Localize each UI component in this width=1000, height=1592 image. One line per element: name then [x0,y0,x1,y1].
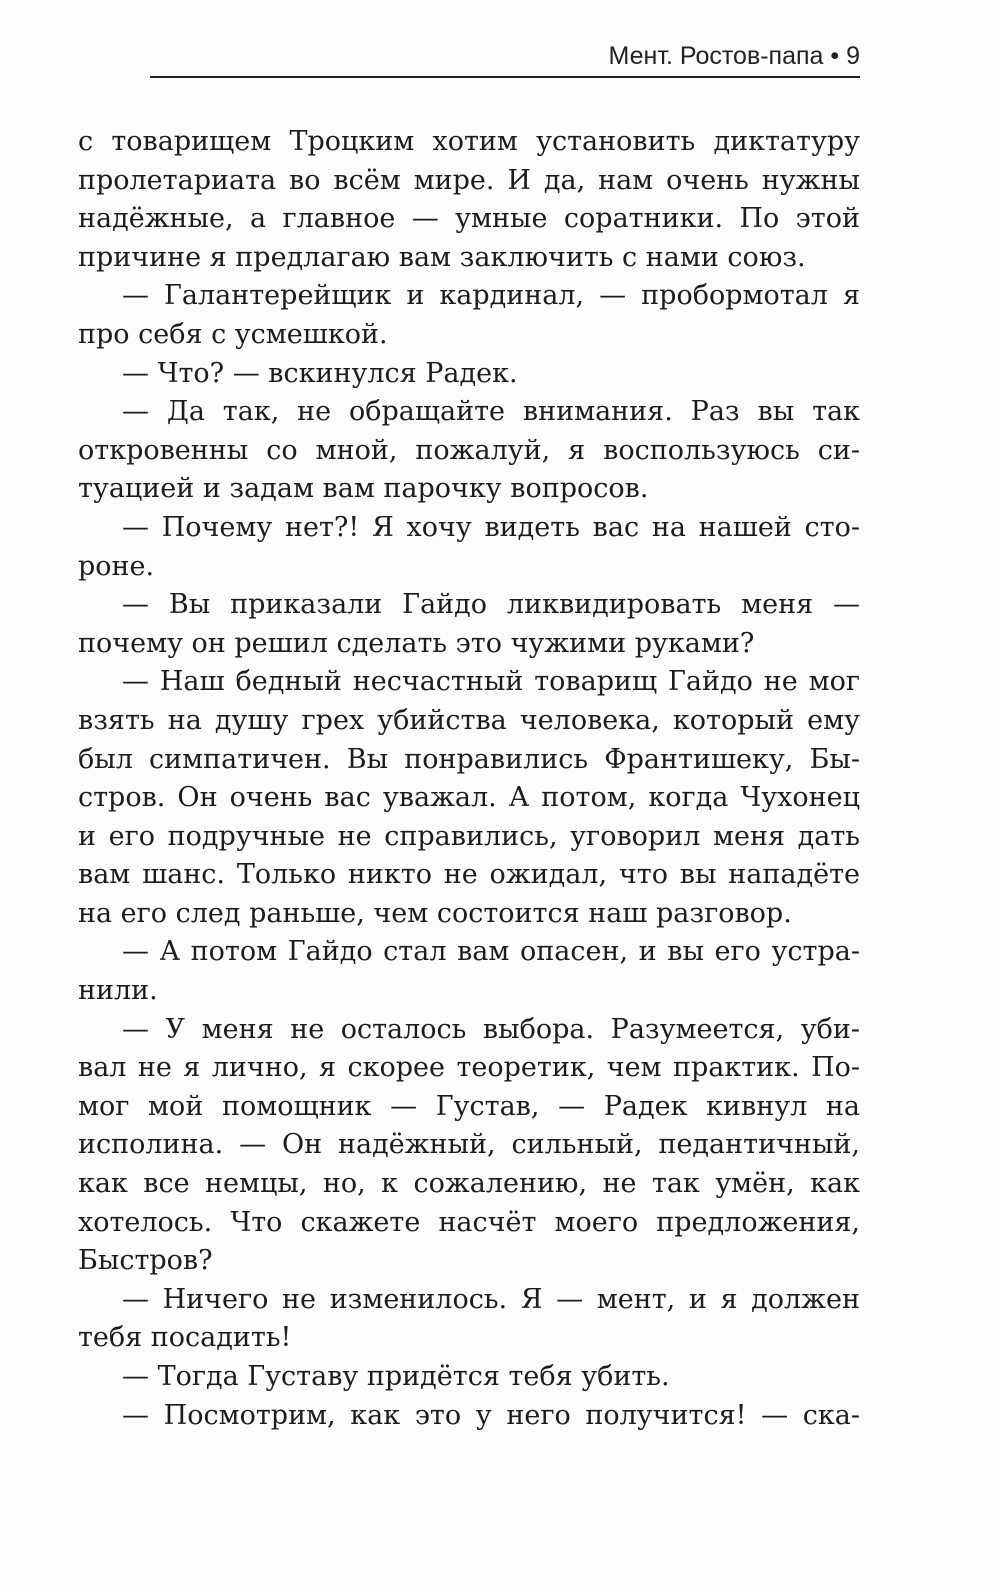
text-line: был симпатичен. Вы понравились Франтишеку, Бы- [78,743,860,775]
text-line: откровенны со мной, пожалуй, я воспользуюсь си- [78,434,860,466]
text-line: — Галантерейщик и кардинал, — пробормотал я [122,280,860,312]
text-line: — Вы приказали Гайдо ликвидировать меня — [122,589,860,621]
text-line: Быстров? [78,1245,213,1277]
text-line: вал не я лично, я скорее теоретик, чем практик. По- [78,1052,860,1084]
text-line: вам шанс. Только никто не ожидал, что вы нападёте [78,859,860,891]
text-line: тебя посадить! [78,1322,292,1354]
text-line: хотелось. Что скажете насчёт моего предложения, [78,1206,860,1238]
text-line: роне. [78,550,155,582]
body-text [78,123,860,1435]
text-line: исполина. — Он надёжный, сильный, педантичный, [78,1129,860,1161]
text-line: про себя с усмешкой. [78,318,388,350]
text-line: нили. [78,975,158,1007]
text-line: — У меня не осталось выбора. Разумеется, уби- [122,1013,860,1045]
running-header [150,38,860,78]
text-line: — Тогда Густаву придётся тебя убить. [122,1361,670,1392]
text-line: надёжные, а главное — умные соратники. По этой [78,203,860,235]
text-line: — Посмотрим, как это у него получится! — ска- [122,1399,860,1431]
text-line: стров. Он очень вас уважал. А потом, когда Чухонец [78,782,860,814]
text-line: на его след раньше, чем состоится наш разговор. [78,897,792,929]
text-line: почему он решил сделать это чужими руками? [78,627,755,659]
text-line: как все немцы, но, к сожалению, не так умён, как [78,1168,860,1200]
text-line: пролетариата во всём мире. И да, нам очень нужны [78,164,860,196]
text-line: мог мой помощник — Густав, — Радек кивнул на [78,1090,860,1122]
running-title: Мент. Ростов-папа • 9 [608,42,860,70]
text-line: с товарищем Троцким хотим установить диктатуру [78,126,860,157]
text-line: — Что? — вскинулся Радек. [122,357,518,389]
text-line: — Ничего не изменилось. Я — мент, и я должен [122,1283,860,1315]
text-line: взять на душу грех убийства человека, который ему [78,704,860,736]
text-line: — Да так, не обращайте внимания. Раз вы так [122,396,860,428]
text-line: туацией и задам вам парочку вопросов. [78,473,649,505]
text-line: — Почему нет?! Я хочу видеть вас на нашей сто- [122,511,860,543]
text-line: — Наш бедный несчастный товарищ Гайдо не мог [122,666,860,698]
text-line: и его подручные не справились, уговорил меня дать [78,820,860,852]
text-line: — А потом Гайдо стал вам опасен, и вы его устра- [122,936,860,968]
text-line: причине я предлагаю вам заключить с нами союз. [78,241,806,273]
